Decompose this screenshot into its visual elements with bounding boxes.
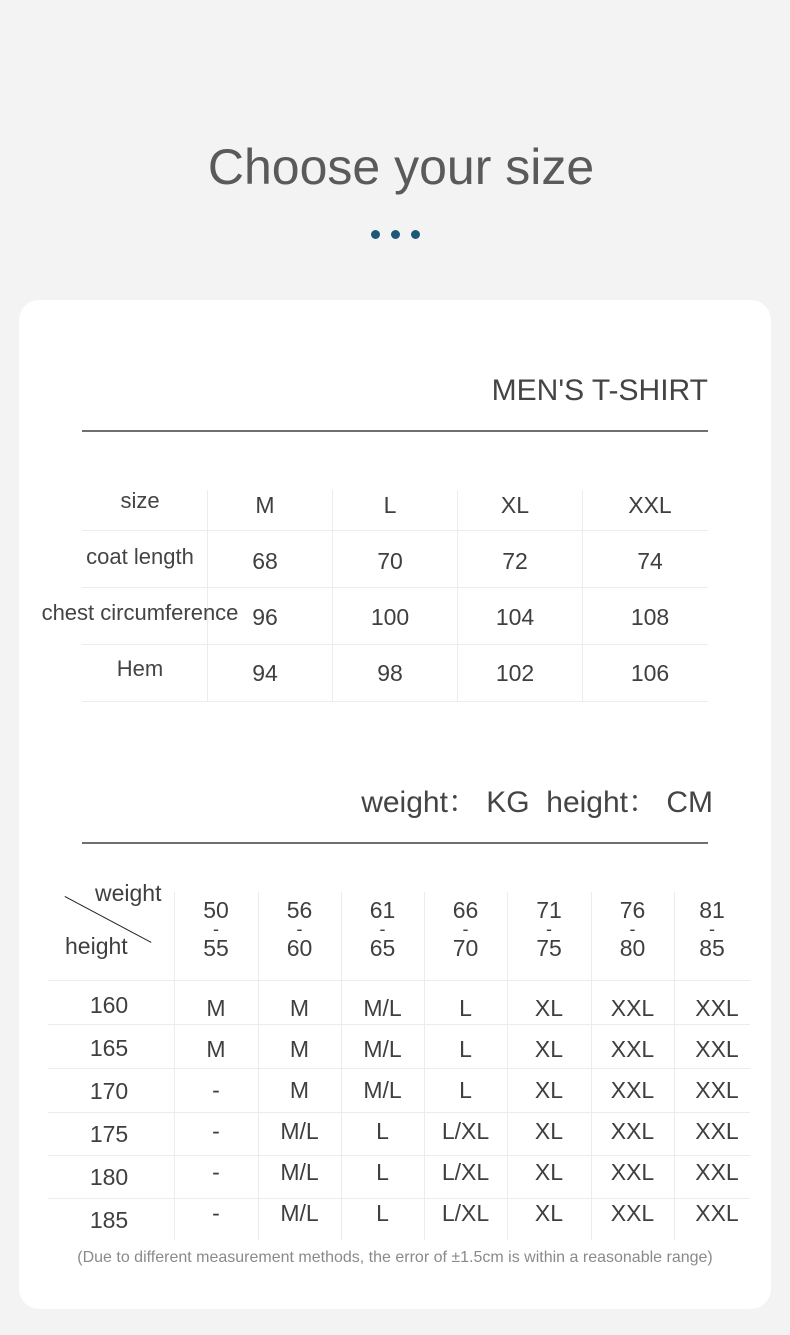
- table-cell: XL: [534, 1077, 564, 1103]
- weight-from: 76: [619, 897, 646, 923]
- grid-line: [48, 980, 750, 981]
- range-separator: -: [629, 919, 636, 939]
- grid-line: [48, 1198, 750, 1199]
- heading-divider: [82, 842, 708, 844]
- height-label: 185: [89, 1207, 129, 1233]
- column-header-m: M: [255, 492, 275, 518]
- table-cell: 98: [377, 660, 403, 686]
- table-cell: XXL: [695, 995, 739, 1021]
- table-cell: 100: [370, 604, 410, 630]
- table-cell: L: [376, 1159, 389, 1185]
- grid-line: [82, 644, 708, 645]
- table-cell: L: [376, 1118, 389, 1144]
- range-separator: -: [379, 919, 386, 939]
- weight-range-header: [258, 898, 341, 960]
- table-cell: 104: [495, 604, 535, 630]
- table-cell: XXL: [695, 1077, 739, 1103]
- table-cell: XXL: [695, 1118, 739, 1144]
- weight-to: 60: [286, 935, 313, 961]
- weight-to: 85: [699, 935, 725, 961]
- table-cell: M: [206, 995, 226, 1021]
- mens-tshirt-heading: MEN'S T-SHIRT: [491, 374, 708, 407]
- height-label: 175: [89, 1121, 129, 1147]
- table-cell: XL: [534, 1159, 564, 1185]
- table-cell: M: [206, 1036, 226, 1062]
- table-cell: L: [376, 1200, 389, 1226]
- table-cell: 74: [637, 548, 663, 574]
- table-cell: 68: [252, 548, 278, 574]
- table-cell: M/L: [363, 1036, 402, 1062]
- weight-to: 80: [619, 935, 646, 961]
- range-separator: -: [546, 919, 552, 939]
- weight-to: 70: [452, 935, 479, 961]
- range-separator: -: [213, 919, 219, 939]
- table-cell: L: [459, 1077, 472, 1103]
- table-cell: L/XL: [441, 1200, 490, 1226]
- height-label: 170: [89, 1078, 129, 1104]
- table-cell: L/XL: [441, 1118, 490, 1144]
- table-cell: -: [212, 1077, 220, 1103]
- range-separator: -: [462, 919, 469, 939]
- dot: [371, 230, 380, 239]
- table-cell: -: [212, 1200, 220, 1226]
- weight-from: 81: [699, 897, 725, 923]
- grid-line: [82, 701, 708, 702]
- column-header-size: size: [120, 488, 160, 513]
- row-label-hem: Hem: [116, 656, 164, 681]
- table-cell: 96: [252, 604, 278, 630]
- table-cell: M/L: [280, 1159, 319, 1185]
- column-header-xl: XL: [500, 492, 530, 518]
- corner-label-height: height: [65, 933, 128, 959]
- grid-line: [48, 1112, 750, 1113]
- table-cell: XL: [534, 1036, 564, 1062]
- table-cell: M: [289, 1077, 310, 1103]
- table-cell: XL: [534, 1200, 564, 1226]
- weight-range-header: [341, 898, 424, 960]
- grid-line: [48, 1155, 750, 1156]
- weight-from: 66: [452, 897, 479, 923]
- table-cell: XL: [534, 995, 564, 1021]
- grid-line: [82, 530, 708, 531]
- row-label-coat-length: coat length: [86, 544, 194, 569]
- weight-from: 56: [286, 897, 313, 923]
- weight-to: 65: [369, 935, 396, 961]
- weight-from: 61: [369, 897, 396, 923]
- weight-range-header: [424, 898, 507, 960]
- table-cell: XXL: [695, 1159, 739, 1185]
- measurement-footnote: (Due to different measurement methods, the error of ±1.5cm is within a reasonable range): [77, 1249, 713, 1266]
- weight-from: 71: [536, 897, 562, 923]
- table-cell: 70: [377, 548, 403, 574]
- table-cell: M/L: [280, 1200, 319, 1226]
- corner-label-weight: weight: [95, 880, 162, 906]
- weight-range-header: [174, 898, 258, 960]
- table-cell: M/L: [363, 1077, 402, 1103]
- grid-line: [82, 587, 708, 588]
- table-cell: 72: [502, 548, 528, 574]
- weight-height-heading: weight： KG height： CM: [361, 786, 713, 819]
- range-separator: -: [296, 919, 303, 939]
- table-cell: -: [212, 1159, 220, 1185]
- table-cell: XXL: [610, 1200, 655, 1226]
- grid-line: [48, 1024, 750, 1025]
- weight-to: 55: [203, 935, 229, 961]
- table-cell: 94: [252, 660, 278, 686]
- ellipsis-dots-icon: [371, 230, 420, 239]
- table-cell: XXL: [610, 1077, 655, 1103]
- dot: [411, 230, 420, 239]
- table-cell: M: [289, 1036, 310, 1062]
- weight-to: 75: [536, 935, 562, 961]
- weight-from: 50: [203, 897, 229, 923]
- grid-line: [48, 1068, 750, 1069]
- page-title: Choose your size: [207, 139, 595, 195]
- table-cell: 106: [630, 660, 670, 686]
- heading-divider: [82, 430, 708, 432]
- weight-range-header: [591, 898, 674, 960]
- column-header-xxl: XXL: [628, 492, 672, 518]
- height-label: 160: [89, 992, 129, 1018]
- column-header-l: L: [383, 492, 397, 518]
- table-cell: L: [459, 1036, 472, 1062]
- range-separator: -: [709, 919, 715, 939]
- table-cell: M/L: [363, 995, 402, 1021]
- table-cell: XXL: [610, 1118, 655, 1144]
- row-label-chest-circumference: chest circumference: [41, 600, 239, 625]
- table-cell: XL: [534, 1118, 564, 1144]
- table-cell: XXL: [695, 1200, 739, 1226]
- weight-range-header: [507, 898, 591, 960]
- weight-range-header: [674, 898, 750, 960]
- height-label: 165: [89, 1035, 129, 1061]
- height-label: 180: [89, 1164, 129, 1190]
- table-cell: XXL: [610, 995, 655, 1021]
- table-cell: -: [212, 1118, 220, 1144]
- table-cell: L: [459, 995, 472, 1021]
- table-cell: M/L: [280, 1118, 319, 1144]
- dot: [391, 230, 400, 239]
- table-cell: XXL: [695, 1036, 739, 1062]
- table-cell: M: [289, 995, 310, 1021]
- table-cell: 108: [630, 604, 670, 630]
- table-cell: XXL: [610, 1159, 655, 1185]
- table-cell: 102: [495, 660, 535, 686]
- table-cell: XXL: [610, 1036, 655, 1062]
- table-cell: L/XL: [441, 1159, 490, 1185]
